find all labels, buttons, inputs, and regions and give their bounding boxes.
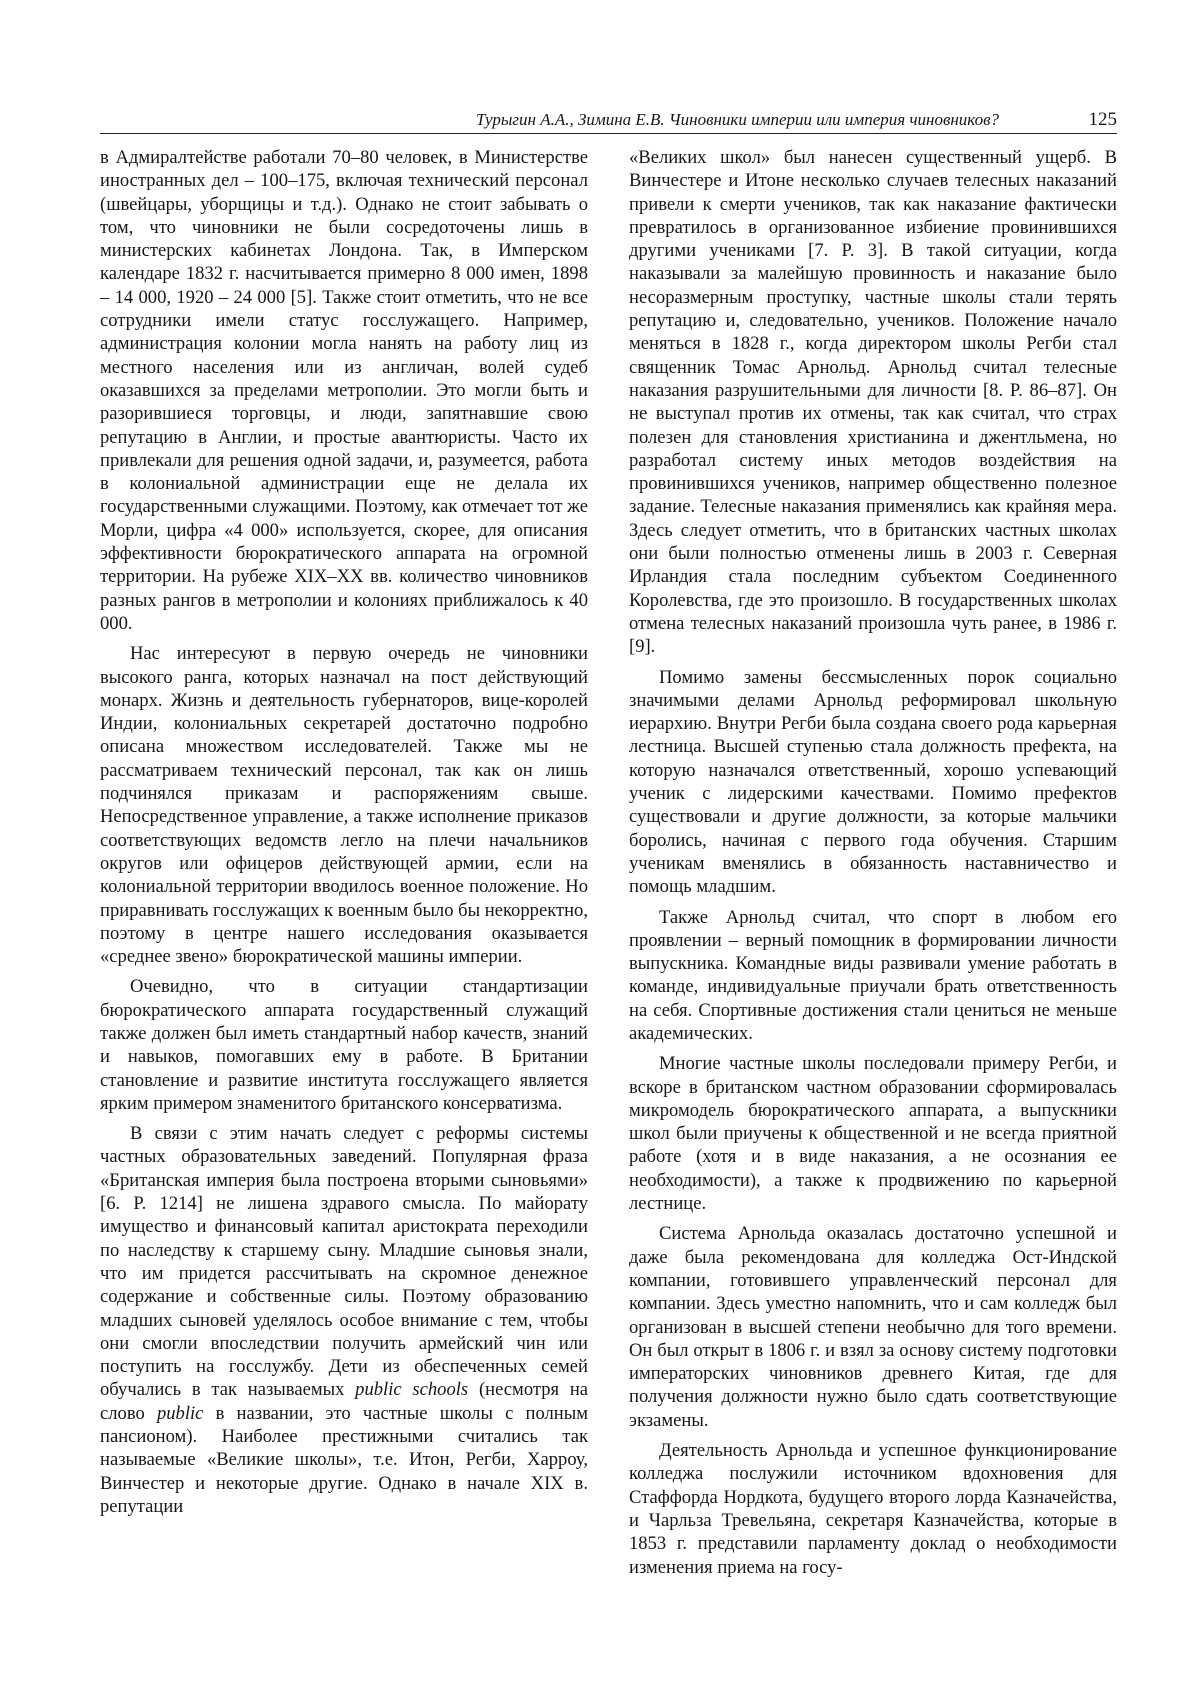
paragraph: в Адмиралтействе работали 70–80 человек, в Министерстве иностранных дел – 100–175, включая технический персонал (швейцары, уборщицы и т.д.). Однако не стоит забывать о том, что чиновники не были сосредоточены лишь в министерских кабинетах Лондона. Так, в Имперском календаре 1832 г. насчитывается примерно 8 000 имен, 1898 – 14 000, 1920 – 24 000 [5]. Также стоит отметить, что не все сотрудники имели статус госслужащего. Например, администрация колонии могла нанять на работу лиц из местного населения или из англичан, волей судеб оказавшихся за пределами метрополии. Это могли быть и разорившиеся торговцы, и люди, запятнавшие свою репутацию в Англии, и простые авантюристы. Часто их привлекали для решения одной задачи, и, разумеется, работа в колониальной администрации еще не делала их государственными служащими. Поэтому, как отмечает тот же Морли, цифра «4 000» используется, скорее, для описания эффективности бюрократического аппарата на огромной территории. На рубеже XIX–XX вв. количество чиновников разных рангов в метрополии и колониях приближалось к 40 000. — [100, 147, 588, 634]
running-title: Турыгин А.А., Зимина Е.В. Чиновники империи или империя чиновников? — [476, 110, 999, 129]
text-run: (несмотря на слово — [100, 1379, 588, 1424]
paragraph: Система Арнольда оказалась достаточно успешной и даже была рекомендована для колледжа Ост-Индской компании, готовившего управленческий персонал для компании. Здесь уместно напомнить, что и сам колледж был организован в высшей степени необычно для того времени. Он был открыт в 1806 г. и взял за основу систему подготовки императорских чиновников древнего Китая, где для получения должности нужно было сдать соответствующие экзамены. — [629, 1223, 1117, 1431]
page-number: 125 — [1088, 109, 1117, 130]
paragraph: Многие частные школы последовали примеру Регби, и вскоре в британском частном образовании сформировалась микромодель бюрократического аппарата, а выпускники школ были приучены к общественной и не всегда приятной работе (хотя и в виде наказания, а не осознания ее необходимости), а также к продвижению по карьерной лестнице. — [629, 1053, 1117, 1215]
text-run: в названии, это частные школы с полным пансионом). Наиболее престижными считались так называемые «Великие школы», т.е. Итон, Регби, Харроу, Винчестер и некоторые другие. Однако в начале XIX в. репутации — [100, 1402, 588, 1517]
paragraph: Помимо замены бессмысленных порок социально значимыми делами Арнольд реформировал школьную иерархию. Внутри Регби была создана своего рода карьерная лестница. Высшей ступенью стала должность префекта, на которую назначался ответственный, хорошо успевающий ученик с лидерскими качествами. Помимо префектов существовали и другие должности, за которые мальчики боролись, начиная с первого года обучения. Старшим ученикам вменялись в обязанность наставничество и помощь младшим. — [629, 666, 1117, 898]
paragraph: Деятельность Арнольда и успешное функционирование колледжа послужили источником вдохновения для Стаффорда Нордкота, будущего второго лорда Казначейства, и Чарльза Тревельяна, секретаря Казначейства, которые в 1853 г. представили парламенту доклад о необходимости изменения приема на госу- — [629, 1440, 1117, 1578]
paragraph: Очевидно, что в ситуации стандартизации бюрократического аппарата государственный служащий также должен был иметь стандартный набор качеств, знаний и навыков, помогавших ему в работе. В Британии становление и развитие института госслужащего является ярким примером знаменитого британского консерватизма. — [100, 976, 588, 1114]
page-header — [100, 108, 1117, 132]
left-column — [100, 146, 588, 1586]
right-column — [629, 146, 1117, 1586]
paragraph: Нас интересуют в первую очередь не чиновники высокого ранга, которых назначал на пост действующий монарх. Жизнь и деятельность губернаторов, вице-королей Индии, колониальных секретарей достаточно подробно описана множеством исследователей. Также мы не рассматриваем технический персонал, так как он лишь подчинялся приказам и распоряжениям свыше. Непосредственное управление, а также исполнение приказов соответствующих ведомств легло на плечи начальников округов или офицеров действующей армии, если на колониальной территории вводилось военное положение. Но приравнивать госслужащих к военным было бы некорректно, поэтому в центре нашего исследования оказывается «среднее звено» бюрократической машины империи. — [100, 643, 588, 968]
paragraph — [100, 1122, 588, 1518]
paragraph: Также Арнольд считал, что спорт в любом его проявлении – верный помощник в формировании личности выпускника. Командные виды развивали умение работать в команде, индивидуальные приучали брать ответственность на себя. Спортивные достижения стали цениться не меньше академических. — [629, 906, 1117, 1044]
italic-term: public schools — [355, 1379, 469, 1401]
text-run: В связи с этим начать следует с реформы системы частных образовательных заведений. Популярная фраза «Британская империя была построена вторыми сыновьями» [6. P. 1214] не лишена здравого смысла. По майорату имущество и финансовый капитал аристократа переходили по наследству к старшему сыну. Младшие сыновья знали, что им придется рассчитывать на скромное денежное содержание и собственные силы. Поэтому образованию младших сыновей уделялось особое внимание с тем, чтобы они смогли впоследствии получить армейский чин или поступить на госслужбу. Дети из обеспеченных семей обучались в так называемых — [100, 1123, 588, 1401]
paragraph: «Великих школ» был нанесен существенный ущерб. В Винчестере и Итоне несколько случаев телесных наказаний привели к смерти учеников, так как наказание фактически превратилось в организованное избиение провинившихся другими учениками [7. P. 3]. В такой ситуации, когда наказывали за малейшую провинность и наказание было несоразмерным проступку, частные школы стали терять репутацию и, следовательно, учеников. Положение начало меняться в 1828 г., когда директором школы Регби стал священник Томас Арнольд. Арнольд считал телесные наказания разрушительными для личности [8. P. 86–87]. Он не выступал против их отмены, так как считал, что страх полезен для становления христианина и джентльмена, но разработал систему иных методов воздействия на провинившихся учеников, например общественно полезное задание. Телесные наказания применялись как крайняя мера. Здесь следует отметить, что в британских частных школах они были полностью отменены лишь в 2003 г. Северная Ирландия стала последним субъектом Соединенного Королевства, где это произошло. В государственных школах отмена телесных наказаний произошла чуть ранее, в 1986 г. [9]. — [629, 147, 1117, 658]
header-rule — [100, 133, 1117, 134]
italic-term: public — [156, 1402, 204, 1424]
